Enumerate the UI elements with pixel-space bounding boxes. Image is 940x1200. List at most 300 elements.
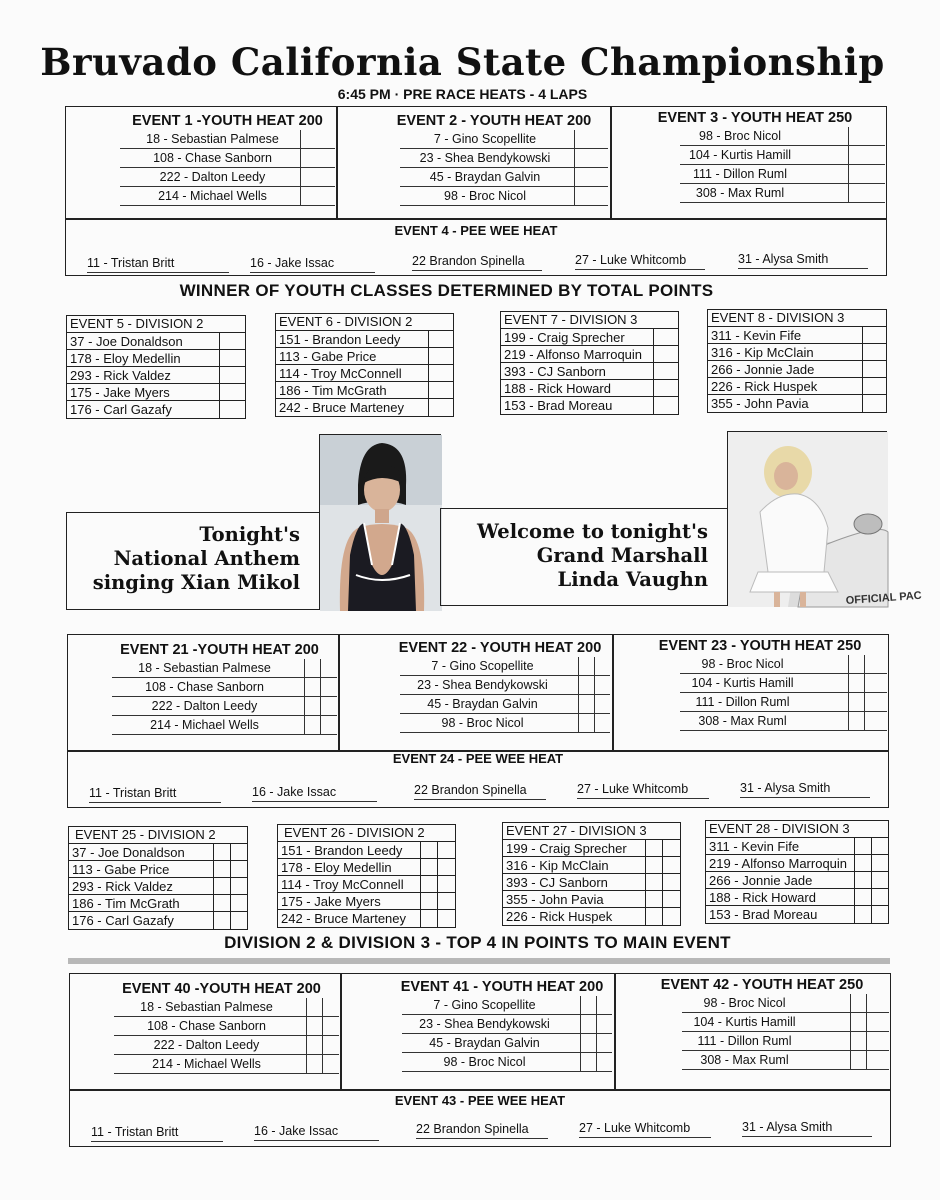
table-row (708, 378, 886, 395)
score-cell[interactable] (594, 676, 595, 695)
grand-marshal-photo (727, 431, 923, 607)
anthem-text (70, 523, 300, 595)
racer-name: 114 - Troy McConnell (281, 877, 404, 892)
pee-wee-entry[interactable]: 27 - Luke Whitcomb (579, 1120, 711, 1138)
score-cell[interactable] (213, 878, 214, 895)
score-cell[interactable] (871, 906, 872, 923)
racer-name: 199 - Craig Sprecher (504, 330, 625, 345)
score-cell[interactable] (304, 659, 305, 678)
score-cell[interactable] (420, 876, 421, 893)
racer-row (120, 149, 335, 168)
racer-name: 308 - Max Ruml (695, 186, 785, 200)
racer-name: 151 - Brandon Leedy (281, 843, 403, 858)
racer-name: 393 - CJ Sanborn (504, 364, 606, 379)
racer-name: 18 - Sebastian Palmese (140, 1000, 273, 1014)
score-cell[interactable] (862, 327, 863, 344)
table-row (276, 365, 453, 382)
racer-name: 178 - Eloy Medellin (70, 351, 181, 366)
racer-name: 104 - Kurtis Hamill (693, 1015, 796, 1029)
score-cell[interactable] (219, 367, 220, 384)
youth-points-note: WINNER OF YOUTH CLASSES DETERMINED BY TOTAL POINTS (179, 281, 714, 300)
score-cell[interactable] (596, 1015, 597, 1034)
score-cell[interactable] (645, 908, 646, 925)
score-cell[interactable] (428, 399, 429, 416)
division-points-note: DIVISION 2 & DIVISION 3 - TOP 4 IN POINTS TO MAIN EVENT (224, 933, 731, 952)
event-23-column (658, 637, 887, 731)
racer-name: 308 - Max Ruml (700, 1053, 789, 1067)
racer-name: 175 - Jake Myers (281, 894, 381, 909)
score-cell[interactable] (300, 149, 301, 168)
table-row (69, 895, 247, 912)
score-cell[interactable] (662, 840, 663, 857)
pee-wee-entry[interactable]: 16 - Jake Issac (254, 1123, 379, 1141)
event-3-column (657, 109, 885, 203)
event-5-table (66, 315, 246, 419)
score-cell[interactable] (848, 127, 849, 146)
table-header: EVENT 28 - DIVISION 3 (706, 821, 888, 838)
score-cell[interactable] (864, 712, 865, 731)
score-cell[interactable] (420, 842, 421, 859)
racer-name: 108 - Chase Sanborn (145, 680, 264, 694)
table-row (278, 876, 455, 893)
racer-name: 108 - Chase Sanborn (147, 1019, 266, 1033)
score-cell[interactable] (854, 872, 855, 889)
racer-row (682, 1032, 889, 1051)
score-cell[interactable] (213, 912, 214, 929)
page-title: Bruvado California State Championship (40, 40, 885, 84)
racer-row (120, 168, 335, 187)
score-cell[interactable] (862, 395, 863, 412)
racer-name: 18 - Sebastian Palmese (146, 132, 279, 146)
score-cell[interactable] (437, 842, 438, 859)
pee-wee-entry[interactable]: 22 Brandon Spinella (414, 782, 546, 800)
score-cell[interactable] (862, 344, 863, 361)
table-row (67, 367, 245, 384)
table-row (69, 878, 247, 895)
table-row (706, 906, 888, 923)
score-cell[interactable] (862, 378, 863, 395)
racer-name: 111 - Dillon Ruml (692, 167, 787, 181)
racer-name: 214 - Michael Wells (158, 189, 267, 203)
racer-name: 176 - Carl Gazafy (70, 402, 172, 417)
racer-name: 393 - CJ Sanborn (506, 875, 608, 890)
score-cell[interactable] (322, 1055, 323, 1074)
racer-name: 108 - Chase Sanborn (153, 151, 272, 165)
racer-name: 242 - Bruce Marteney (279, 400, 405, 415)
table-row (69, 912, 247, 929)
score-cell[interactable] (850, 1032, 851, 1051)
score-cell[interactable] (848, 146, 849, 165)
score-cell[interactable] (596, 1053, 597, 1072)
racer-row (400, 168, 608, 187)
score-cell[interactable] (596, 996, 597, 1015)
score-cell[interactable] (662, 891, 663, 908)
score-cell[interactable] (437, 876, 438, 893)
table-row (501, 363, 678, 380)
racer-name: 111 - Dillon Ruml (697, 1034, 792, 1048)
racer-name: 188 - Rick Howard (504, 381, 611, 396)
score-cell[interactable] (662, 874, 663, 891)
score-cell[interactable] (848, 712, 849, 731)
racer-name: 153 - Brad Moreau (504, 398, 613, 413)
racer-row (680, 712, 887, 731)
racer-name: 308 - Max Ruml (698, 714, 787, 728)
racer-name: 104 - Kurtis Hamill (688, 148, 792, 162)
table-row (503, 874, 680, 891)
racer-name: 111 - Dillon Ruml (695, 695, 790, 709)
score-cell[interactable] (653, 363, 654, 380)
score-cell[interactable] (848, 674, 849, 693)
event-25-table (68, 826, 248, 930)
table-row (706, 872, 888, 889)
score-cell[interactable] (662, 857, 663, 874)
score-cell[interactable] (578, 676, 579, 695)
table-header: EVENT 26 - DIVISION 2 (278, 825, 455, 842)
score-cell[interactable] (574, 168, 575, 187)
score-cell[interactable] (580, 1053, 581, 1072)
racer-row (402, 1015, 612, 1034)
pee-wee-entry[interactable]: 11 - Tristan Britt (89, 785, 221, 803)
racer-name: 186 - Tim McGrath (72, 896, 180, 911)
score-cell[interactable] (871, 838, 872, 855)
divider (338, 634, 340, 750)
score-cell[interactable] (322, 1017, 323, 1036)
racer-row (112, 678, 337, 697)
score-cell[interactable] (871, 889, 872, 906)
racer-row (680, 184, 885, 203)
score-cell[interactable] (219, 401, 220, 418)
score-cell[interactable] (848, 165, 849, 184)
score-cell[interactable] (437, 910, 438, 927)
event-2-column (396, 112, 608, 206)
table-header: EVENT 25 - DIVISION 2 (69, 827, 247, 844)
table-row (67, 333, 245, 350)
pee-wee-entry[interactable]: 22 Brandon Spinella (416, 1121, 548, 1139)
score-cell[interactable] (850, 1013, 851, 1032)
racer-name: 45 - Braydan Galvin (427, 697, 538, 711)
racer-name: 355 - John Pavia (711, 396, 809, 411)
table-row (708, 361, 886, 378)
racer-name: 311 - Kevin Fife (711, 328, 802, 343)
divider (336, 106, 338, 218)
table-row (67, 401, 245, 418)
racer-name: 293 - Rick Valdez (70, 368, 171, 383)
racer-name: 151 - Brandon Leedy (279, 332, 401, 347)
event-41-column (402, 978, 612, 1072)
score-cell[interactable] (854, 838, 855, 855)
score-cell[interactable] (300, 130, 301, 149)
racer-name: 214 - Michael Wells (150, 718, 259, 732)
score-cell[interactable] (580, 1034, 581, 1053)
event-title: EVENT 41 - YOUTH HEAT 200 (400, 979, 604, 995)
racer-name: 45 - Braydan Galvin (429, 170, 541, 184)
table-row (69, 844, 247, 861)
event-7-table (500, 311, 679, 415)
table-row (708, 395, 886, 412)
racer-row (400, 657, 610, 676)
table-row (708, 344, 886, 361)
divider (610, 106, 612, 218)
pee-wee-entry[interactable]: 31 - Alysa Smith (738, 251, 868, 269)
grand-marshal-photo-image (728, 432, 923, 607)
racer-row (680, 146, 885, 165)
score-cell[interactable] (645, 891, 646, 908)
score-cell[interactable] (645, 857, 646, 874)
score-cell[interactable] (322, 1036, 323, 1055)
racer-name: 226 - Rick Huspek (506, 909, 613, 924)
score-cell[interactable] (864, 674, 865, 693)
racer-row (680, 655, 887, 674)
racer-name: 311 - Kevin Fife (709, 839, 800, 854)
racer-name: 219 - Alfonso Marroquin (504, 347, 643, 362)
score-cell[interactable] (866, 1013, 867, 1032)
racer-name: 113 - Gabe Price (279, 349, 377, 364)
score-cell[interactable] (304, 716, 305, 735)
racer-row (114, 1036, 339, 1055)
score-cell[interactable] (304, 678, 305, 697)
score-cell[interactable] (594, 657, 595, 676)
racer-name: 114 - Troy McConnell (279, 366, 402, 381)
score-cell[interactable] (594, 714, 595, 733)
score-cell[interactable] (304, 697, 305, 716)
score-cell[interactable] (213, 895, 214, 912)
racer-row (400, 130, 608, 149)
score-cell[interactable] (428, 348, 429, 365)
table-header: EVENT 7 - DIVISION 3 (501, 312, 678, 329)
score-cell[interactable] (866, 994, 867, 1013)
racer-row (402, 1053, 612, 1072)
event-40-column (114, 980, 339, 1074)
score-cell[interactable] (662, 908, 663, 925)
racer-name: 7 - Gino Scopellite (433, 998, 536, 1012)
racer-row (400, 187, 608, 206)
anthem-line: singing Xian Mikol (92, 571, 300, 594)
score-cell[interactable] (300, 187, 301, 206)
racer-name: 45 - Braydan Galvin (429, 1036, 540, 1050)
table-row (706, 855, 888, 872)
score-cell[interactable] (871, 855, 872, 872)
event-title: EVENT 2 - YOUTH HEAT 200 (396, 113, 592, 129)
score-cell[interactable] (854, 906, 855, 923)
score-cell[interactable] (574, 130, 575, 149)
separator-bar (68, 958, 890, 964)
pee-wee-entry[interactable]: 16 - Jake Issac (250, 255, 375, 273)
score-cell[interactable] (213, 861, 214, 878)
racer-row (400, 714, 610, 733)
score-cell[interactable] (230, 912, 231, 929)
score-cell[interactable] (230, 895, 231, 912)
racer-name: 23 - Shea Bendykowski (417, 678, 548, 692)
score-cell[interactable] (219, 384, 220, 401)
racer-name: 37 - Joe Donaldson (70, 334, 183, 349)
racer-row (680, 674, 887, 693)
table-row (278, 893, 455, 910)
racer-name: 219 - Alfonso Marroquin (709, 856, 848, 871)
racer-row (682, 994, 889, 1013)
racer-name: 355 - John Pavia (506, 892, 604, 907)
racer-name: 178 - Eloy Medellin (281, 860, 392, 875)
pee-wee-entry[interactable]: 27 - Luke Whitcomb (575, 252, 705, 270)
event-6-table (275, 313, 454, 417)
score-cell[interactable] (320, 716, 321, 735)
score-cell[interactable] (574, 149, 575, 168)
racer-row (400, 695, 610, 714)
divider (65, 218, 887, 220)
racer-row (400, 149, 608, 168)
score-cell[interactable] (230, 878, 231, 895)
racer-name: 176 - Carl Gazafy (72, 913, 174, 928)
table-row (501, 346, 678, 363)
racer-name: 98 - Broc Nicol (444, 189, 526, 203)
score-cell[interactable] (437, 859, 438, 876)
score-cell[interactable] (848, 184, 849, 203)
racer-name: 222 - Dalton Leedy (151, 699, 258, 713)
score-cell[interactable] (850, 994, 851, 1013)
racer-name: 293 - Rick Valdez (72, 879, 173, 894)
racer-name: 214 - Michael Wells (152, 1057, 261, 1071)
racer-name: 98 - Broc Nicol (443, 1055, 526, 1069)
score-cell[interactable] (306, 1017, 307, 1036)
racer-name: 316 - Kip McClain (506, 858, 609, 873)
racer-row (680, 165, 885, 184)
score-cell[interactable] (580, 1015, 581, 1034)
pee-wee-entry[interactable]: 11 - Tristan Britt (91, 1124, 223, 1142)
score-cell[interactable] (848, 693, 849, 712)
score-cell[interactable] (320, 678, 321, 697)
racer-name: 18 - Sebastian Palmese (138, 661, 271, 675)
singer-photo (319, 434, 441, 610)
marshal-line: Grand Marshall (536, 544, 708, 567)
table-row (276, 382, 453, 399)
score-cell[interactable] (578, 657, 579, 676)
anthem-line: Tonight's (199, 523, 300, 546)
score-cell[interactable] (213, 844, 214, 861)
table-row (501, 397, 678, 414)
score-cell[interactable] (653, 346, 654, 363)
pee-wee-entry[interactable]: 31 - Alysa Smith (742, 1119, 872, 1137)
score-cell[interactable] (645, 840, 646, 857)
table-row (276, 399, 453, 416)
score-cell[interactable] (864, 693, 865, 712)
score-cell[interactable] (306, 1036, 307, 1055)
racer-name: 104 - Kurtis Hamill (691, 676, 794, 690)
score-cell[interactable] (864, 655, 865, 674)
score-cell[interactable] (306, 998, 307, 1017)
event-title: EVENT 42 - YOUTH HEAT 250 (660, 977, 864, 993)
score-cell[interactable] (420, 859, 421, 876)
anthem-line: National Anthem (113, 547, 300, 570)
racer-name: 186 - Tim McGrath (279, 383, 387, 398)
score-cell[interactable] (230, 844, 231, 861)
racer-name: 222 - Dalton Leedy (159, 170, 266, 184)
pee-wee-entry[interactable]: 31 - Alysa Smith (740, 780, 870, 798)
score-cell[interactable] (578, 695, 579, 714)
racer-name: 266 - Jonnie Jade (711, 362, 815, 377)
racer-name: 23 - Shea Bendykowski (419, 151, 551, 165)
event-title: EVENT 22 - YOUTH HEAT 200 (398, 640, 602, 656)
table-row (708, 327, 886, 344)
score-cell[interactable] (320, 697, 321, 716)
score-cell[interactable] (850, 1051, 851, 1070)
racer-row (114, 1017, 339, 1036)
divider (340, 973, 342, 1089)
score-cell[interactable] (306, 1055, 307, 1074)
score-cell[interactable] (230, 861, 231, 878)
singer-photo-image (320, 435, 442, 611)
score-cell[interactable] (322, 998, 323, 1017)
racer-row (114, 1055, 339, 1074)
table-row (706, 889, 888, 906)
racer-name: 7 - Gino Scopellite (433, 132, 537, 146)
racer-row (112, 697, 337, 716)
racer-row (112, 659, 337, 678)
score-cell[interactable] (653, 329, 654, 346)
racer-name: 242 - Bruce Marteney (281, 911, 407, 926)
score-cell[interactable] (653, 380, 654, 397)
score-cell[interactable] (420, 893, 421, 910)
score-cell[interactable] (854, 889, 855, 906)
table-row (503, 891, 680, 908)
score-cell[interactable] (300, 168, 301, 187)
event-title: EVENT 21 -YOUTH HEAT 200 (120, 642, 319, 658)
racer-row (682, 1051, 889, 1070)
score-cell[interactable] (574, 187, 575, 206)
racer-row (400, 676, 610, 695)
racer-name: 98 - Broc Nicol (701, 657, 784, 671)
score-cell[interactable] (854, 855, 855, 872)
score-cell[interactable] (578, 714, 579, 733)
pee-wee-title: EVENT 4 - PEE WEE HEAT (394, 223, 558, 238)
score-cell[interactable] (219, 333, 220, 350)
racer-name: 98 - Broc Nicol (703, 996, 786, 1010)
score-cell[interactable] (428, 331, 429, 348)
racer-name: 266 - Jonnie Jade (709, 873, 813, 888)
pee-wee-entry[interactable]: 11 - Tristan Britt (87, 255, 229, 273)
pee-wee-entry[interactable]: 27 - Luke Whitcomb (577, 781, 709, 799)
score-cell[interactable] (653, 397, 654, 414)
score-cell[interactable] (866, 1051, 867, 1070)
score-cell[interactable] (848, 655, 849, 674)
score-cell[interactable] (219, 350, 220, 367)
pee-wee-entry[interactable]: 22 Brandon Spinella (412, 253, 542, 271)
score-cell[interactable] (871, 872, 872, 889)
score-cell[interactable] (594, 695, 595, 714)
marshal-line: Linda Vaughn (557, 568, 708, 591)
event-27-table (502, 822, 681, 926)
table-row (276, 348, 453, 365)
score-cell[interactable] (866, 1032, 867, 1051)
racer-name: 316 - Kip McClain (711, 345, 814, 360)
pee-wee-entry[interactable]: 16 - Jake Issac (252, 784, 377, 802)
event-title: EVENT 23 - YOUTH HEAT 250 (658, 638, 862, 654)
score-cell[interactable] (320, 659, 321, 678)
event-28-table (705, 820, 889, 924)
score-cell[interactable] (437, 893, 438, 910)
score-cell[interactable] (862, 361, 863, 378)
racer-name: 37 - Joe Donaldson (72, 845, 185, 860)
racer-row (682, 1013, 889, 1032)
event-1-column (120, 112, 335, 206)
page-subtitle: 6:45 PM · PRE RACE HEATS - 4 LAPS (337, 86, 588, 102)
score-cell[interactable] (645, 874, 646, 891)
score-cell[interactable] (596, 1034, 597, 1053)
score-cell[interactable] (428, 365, 429, 382)
racer-row (402, 996, 612, 1015)
score-cell[interactable] (420, 910, 421, 927)
score-cell[interactable] (428, 382, 429, 399)
score-cell[interactable] (580, 996, 581, 1015)
table-row (67, 350, 245, 367)
